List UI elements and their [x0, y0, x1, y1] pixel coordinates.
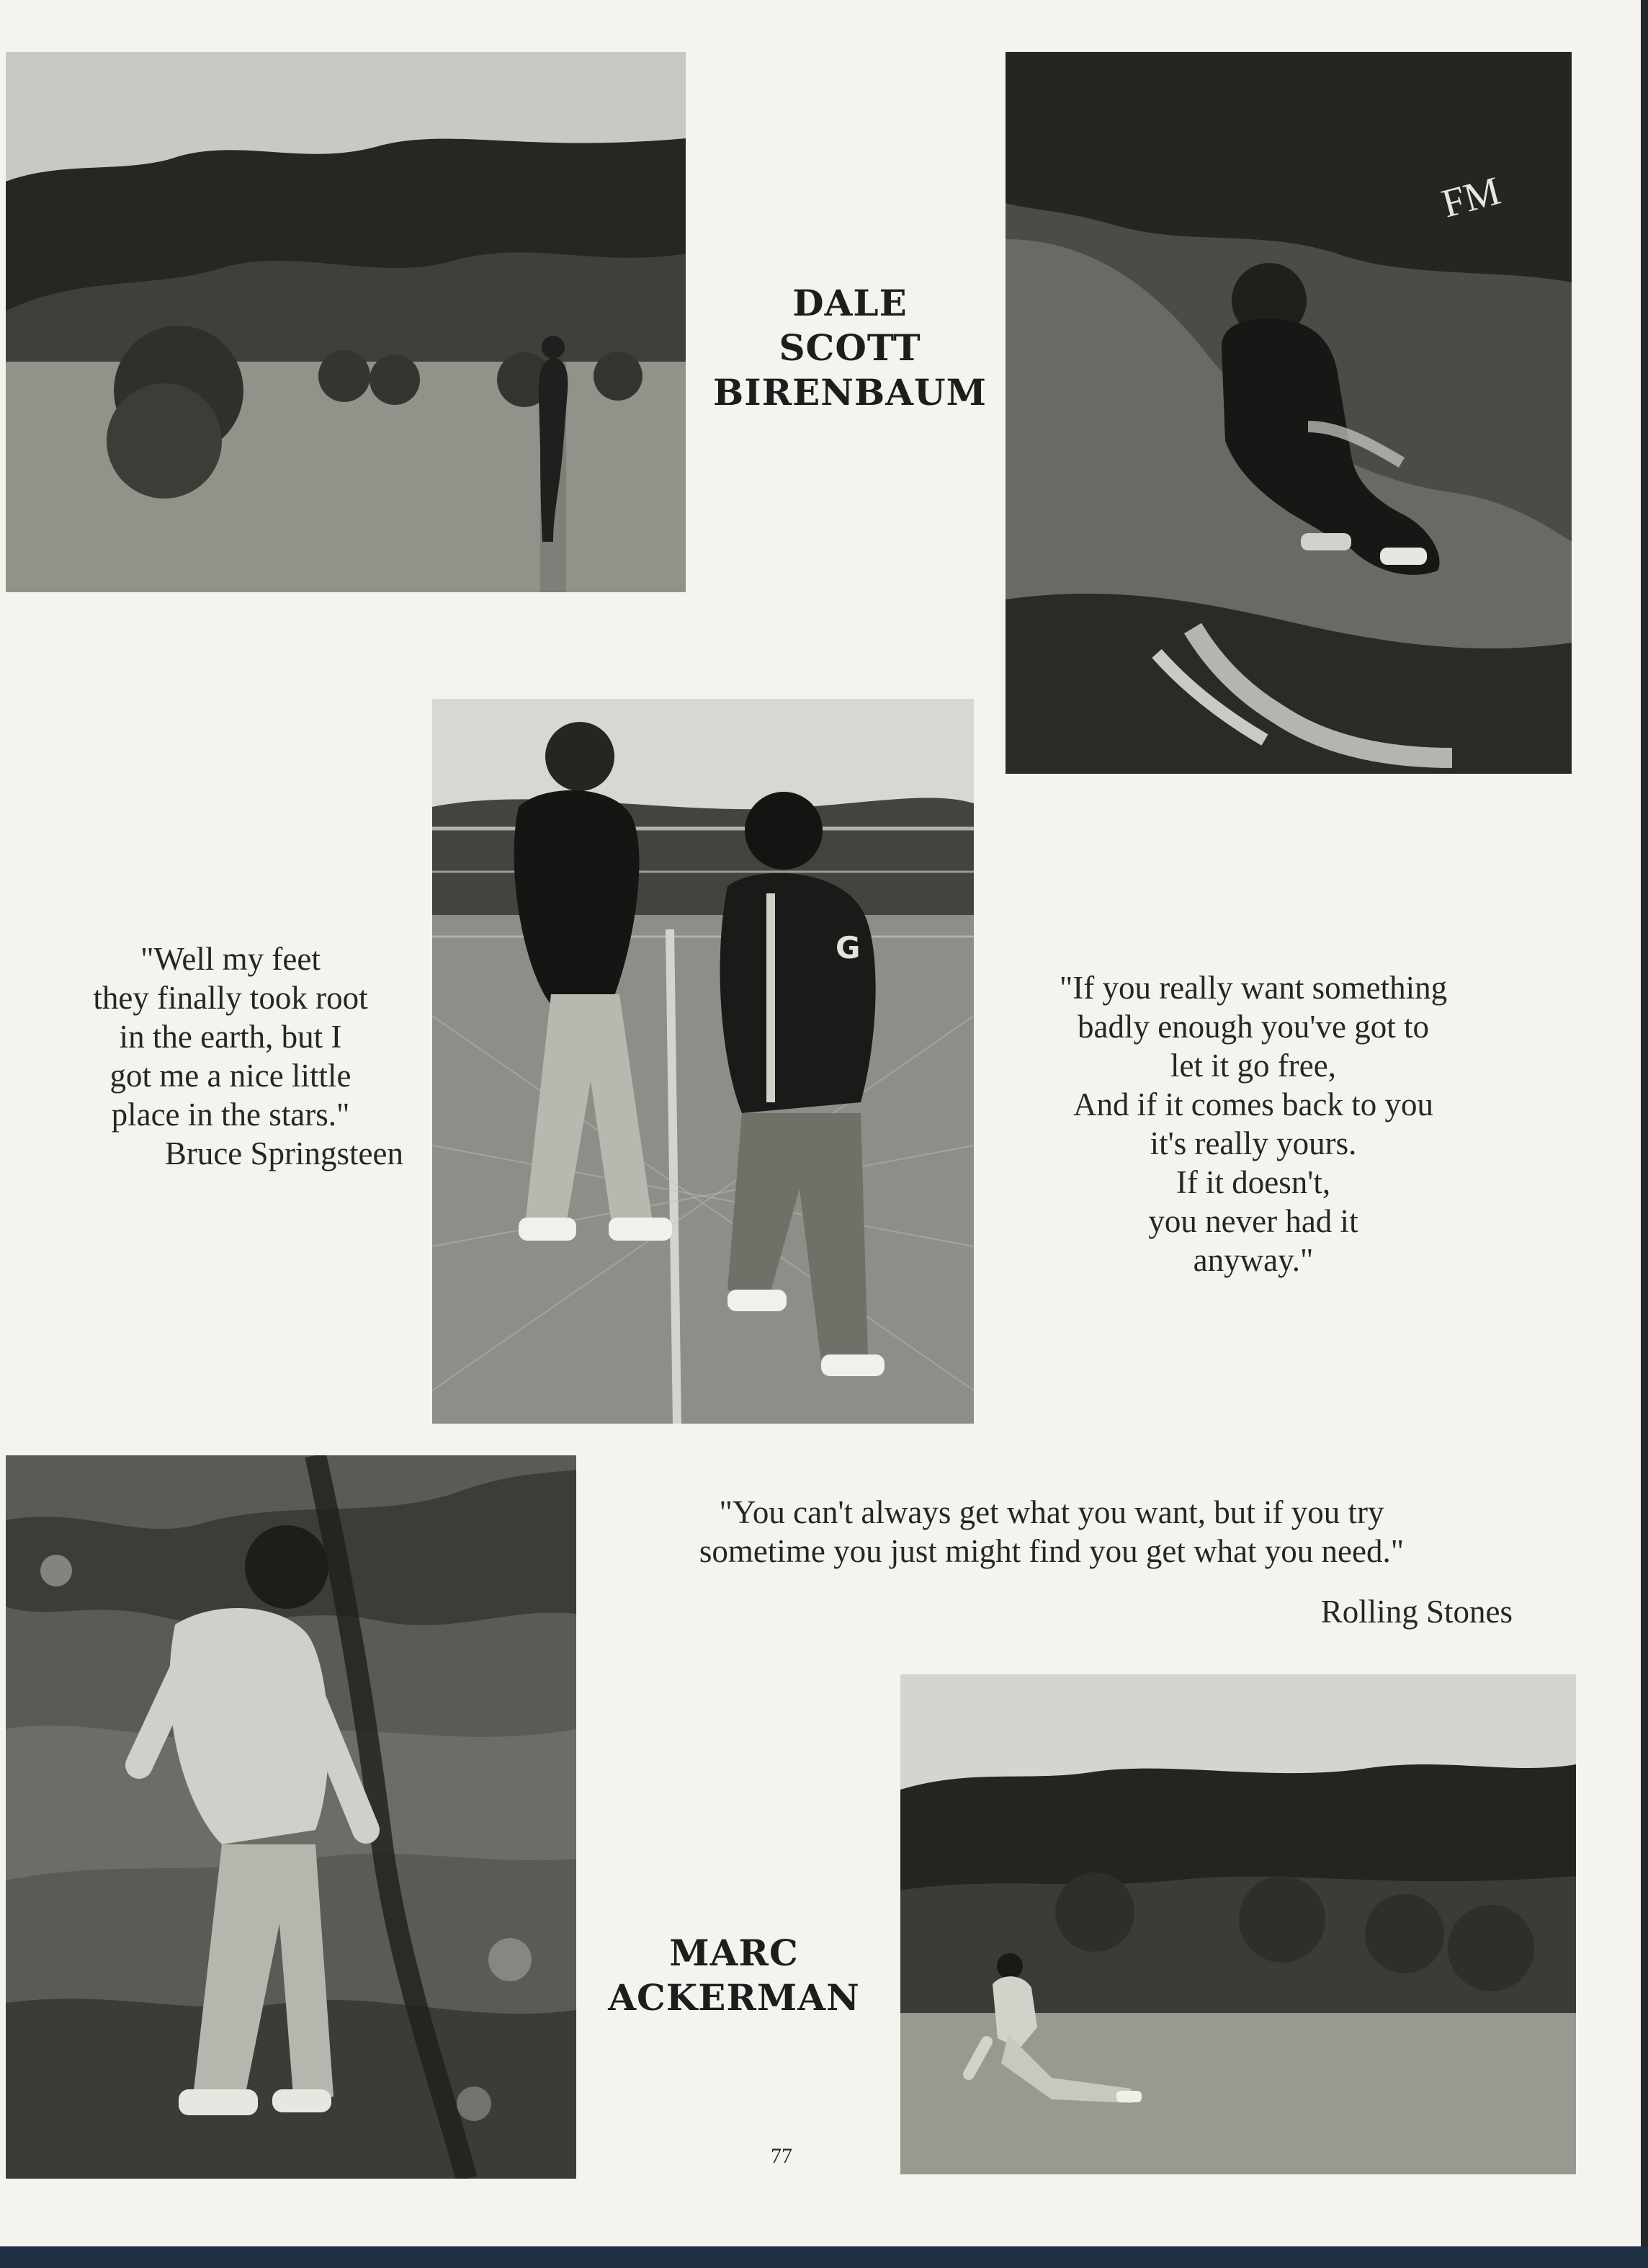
quote-line: it's really yours.	[1150, 1125, 1357, 1161]
field-seated-image	[900, 1674, 1576, 2174]
waterfall-rock-photo	[1006, 52, 1572, 774]
bottom-scan-edge	[0, 2246, 1648, 2268]
quote-line: let it go free,	[1170, 1048, 1336, 1084]
freedom-quote	[1008, 968, 1498, 1280]
svg-text:FM: FM	[1437, 168, 1505, 227]
quote-line: "You can't always get what you want, but if you try	[719, 1494, 1384, 1530]
right-scan-edge	[1641, 0, 1648, 2268]
name-line: MARC	[669, 1932, 799, 1974]
fence-pair-photo	[432, 699, 974, 1424]
quote-line: anyway."	[1193, 1242, 1314, 1278]
name-line: DALE	[792, 282, 908, 324]
quote-line: If it doesn't,	[1175, 1164, 1331, 1200]
landscape-standing-photo	[6, 52, 686, 592]
field-seated-photo	[900, 1674, 1576, 2174]
quote-line: in the earth, but I	[119, 1019, 342, 1055]
quote-line: And if it comes back to you	[1073, 1086, 1433, 1122]
rock-climb-image	[6, 1455, 576, 2179]
quote-attribution: Bruce Springsteen	[164, 1135, 403, 1171]
svg-text:G: G	[836, 930, 861, 965]
quote-line: sometime you just might find you get what you need."	[699, 1533, 1405, 1569]
quote-attribution: Rolling Stones	[1320, 1594, 1513, 1630]
page-number: 77	[771, 2144, 792, 2168]
quote-line: they finally took root	[93, 980, 368, 1016]
quote-line: you never had it	[1148, 1203, 1358, 1239]
quote-line: "If you really want something	[1059, 970, 1448, 1006]
fence-pair-image	[432, 699, 974, 1424]
dale-name-block	[706, 281, 994, 415]
name-line: BIRENBAUM	[712, 371, 988, 414]
name-line: ACKERMAN	[608, 1976, 860, 2019]
stones-quote	[591, 1493, 1513, 1631]
quote-line: "Well my feet	[140, 941, 321, 977]
quote-line: place in the stars."	[111, 1097, 350, 1133]
quote-line: got me a nice little	[109, 1058, 351, 1094]
marc-name-block	[604, 1931, 864, 2020]
name-line: SCOTT	[779, 326, 921, 369]
quote-line: badly enough you've got to	[1077, 1009, 1430, 1045]
rock-climb-photo	[6, 1455, 576, 2179]
waterfall-rock-image	[1006, 52, 1572, 774]
landscape-standing-image	[6, 52, 686, 592]
springsteen-quote	[58, 939, 403, 1173]
